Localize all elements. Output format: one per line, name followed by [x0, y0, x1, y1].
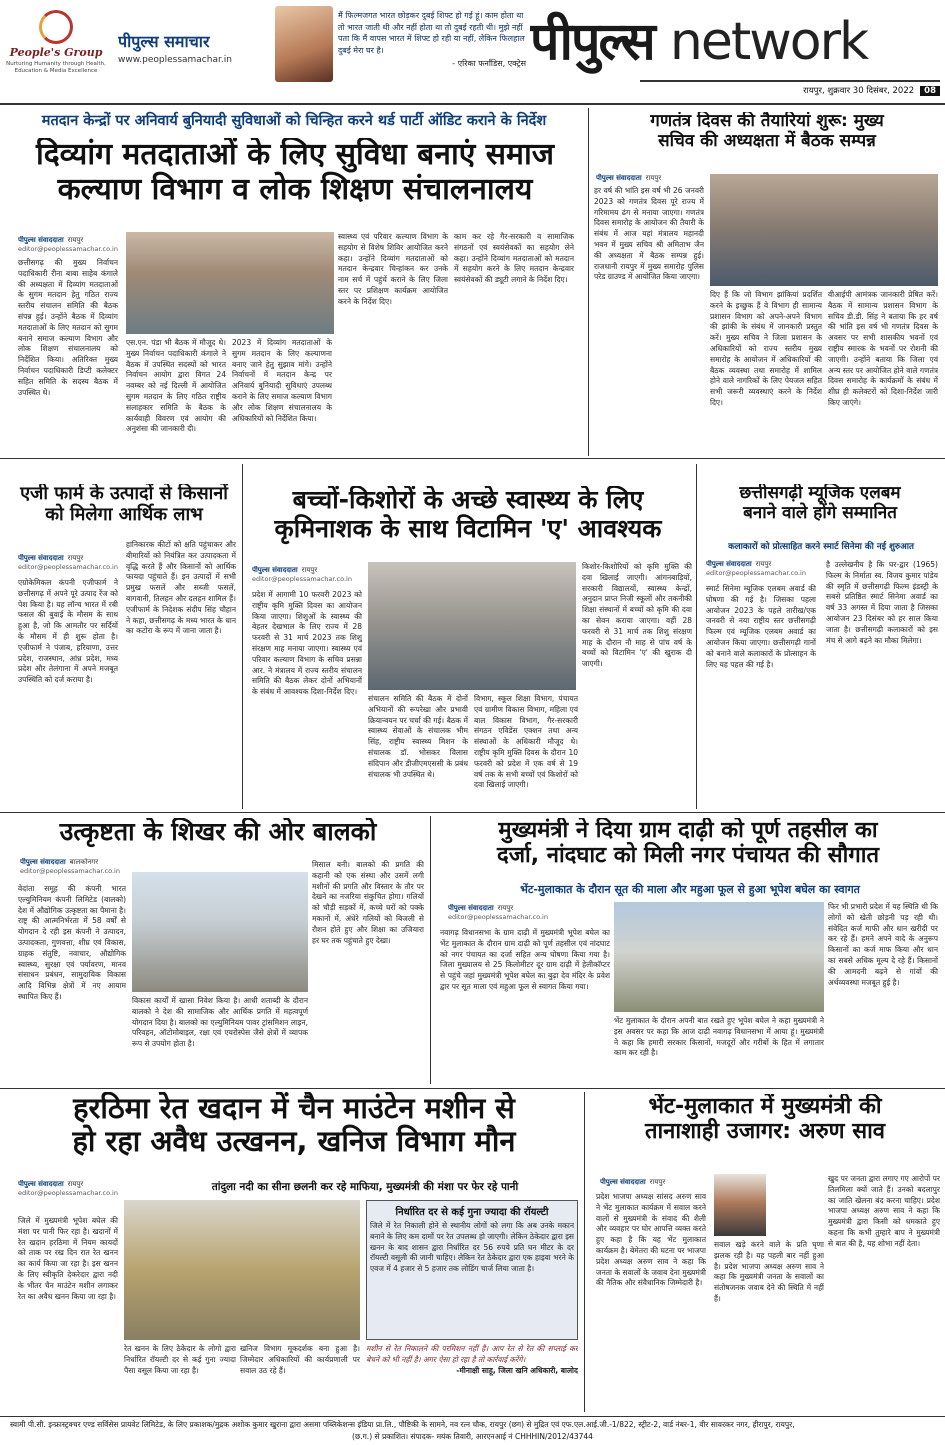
- story8-photo: [124, 1200, 360, 1340]
- story9-column-3: खुद पर जनता द्वारा लगाए गए आरोपों पर तिलमिला क्यों जाते हैं। उनको बदलापुर का जाति खेलना बंद करना चाहिए। प्रदेश भाजपा अध्यक्ष अरुण साव ने कहा कि मुख्यमंत्री द्वारा किसी को धमकाते हुए कहना कि कभी तुम्हारे बाप ने मुख्यमंत्री से बात की है, यह शोभा नहीं देता।: [828, 1174, 940, 1248]
- quote-attribution: - एरिका फर्नांडिस, एक्ट्रेस: [452, 59, 526, 68]
- story7-subhead: भेंट-मुलाकात के दौरान सूत की माला और महुआ फूल से हुआ भूपेश बघेल का स्वागत: [520, 883, 860, 896]
- story8-byline-block: [18, 1180, 148, 1202]
- brand-title: [530, 10, 940, 74]
- story8-subhead: तांदुला नदी का सीना छलनी कर रहे माफिया, मुख्यमंत्री की मंशा पर फेर रहे पानी: [211, 1181, 519, 1193]
- section-rule: [0, 458, 945, 459]
- story4-headline: [248, 486, 688, 556]
- story4-place: रायपुर: [301, 566, 318, 574]
- story8-inset-head: निर्धारित दर से कई गुना ज्यादा की रॉयल्टी: [395, 1207, 549, 1218]
- story5-byline: पीपुल्स संवाददाता: [706, 560, 752, 568]
- story4-byline: पीपुल्स संवाददाता: [252, 566, 298, 574]
- imprint-line-1: स्वामी पी.सी. इन्फ्रास्ट्रक्चर एण्ड सर्विसेस प्रायवेट लिमिटेड, के लिए प्रकाशक/मुद्रक अशोक कुमार खुराना द्वारा असमा पब्लिकेशन्स इंडिया प्रा.लि., पौष्टिकी के सामने, नव रत्न चौक, रायपुर (छग) से मुद्रित एवं एफ.एल.आई.जी.-1/822, स्ट्रीट-2, वार्ड नंबर-1, वीर सावरकर नगर, हीरापुर, रायपुर,: [10, 1420, 795, 1429]
- story8-quote-attribution: -मीनाक्षी साहू, जिला खनि अधिकारी, बालोद: [456, 1365, 578, 1375]
- story2-column-2: दिए हैं कि जो विभाग झांकियां प्रदर्शित करने के इच्छुक हैं वे विभाग ही सामान्य प्रशासन विभाग को अपने-अपने विभाग की झांकी के संबंध में जानकारी प्रस्तुत करें। मुख्य सचिव ने जिला प्रशासन के अधिकारियों को राज्य स्तरीय मुख्य समारोह के आयोजन में अधिकारियों की बैठक व्यवस्था तथा समारोह में शामिल होने वाले नागरिकों के लिए पेयजल सहित सभी जरूरी व्यवस्थाएं करने के निर्देश दिए।: [710, 290, 822, 407]
- story4-column-3: विभाग, स्कूल शिक्षा विभाग, पंचायत एवं ग्रामीण विकास विभाग, महिला एवं बाल विकास विभाग, गैर-सरकारी संगठन एविडेंस एक्शन तथा अन्य संस्थाओं के अधिकारी मौजूद थे। राष्ट्रीय कृमि मुक्ति दिवस के दौरान 10 फरवरी को प्रदेश में एक वर्ष से 19 वर्ष तक के सभी बच्चों एवं किशोरों को दवा खिलाई जाएगी।: [474, 694, 578, 790]
- dateline: [640, 80, 940, 96]
- story1-email[interactable]: editor@peoplessamachar.co.in: [18, 245, 118, 253]
- celebrity-photo: [275, 6, 333, 82]
- story5-email[interactable]: editor@peoplessamachar.co.in: [706, 569, 806, 577]
- page-number: 08: [920, 86, 940, 96]
- story6-column-3: मिसाल बनी। बालको की प्रगति की कहानी को एक संस्था और उसमें लगी मशीनों की प्रगति और विस्तार के तौर पर देखने का नजरिया संकुचित होगा। गलियों को चौड़ी सड़कों में, कच्चे घरों को पक्के मकानों में, अंधेरे गलियों को बिजली से रौशन होते हुए और शिक्षा का उजियारा हर घर तक पहुंचाते हुए देखा।: [312, 860, 424, 945]
- story6-column-2: विकास कार्यों में खासा निवेश किया है। आधी शताब्दी के दौरान बालको ने देश की सामाजिक और आर्थिक प्रगति में महत्वपूर्ण योगदान दिया है। बालको का एल्युमिनियम पावर ट्रांसमिशन लाइन, परिवहन, ऑटोमोबाइल, रक्षा एवं एयरोस्पेस जैसे क्षेत्रों में व्यापक रूप से उपयोग होता है।: [132, 996, 308, 1049]
- masthead-rule: [0, 103, 945, 105]
- story5-headline-line2: बनाने वाले होंगे सम्मानित: [743, 502, 897, 523]
- story1-column-3: 2023 में दिव्यांग मतदाताओं के सुगम मतदान के लिए कल्याणना बनाए जाने हेतु सुझाव मांगे। उन्होंने निर्वाचनों में मतदान केन्द्र पर अनिवार्य बुनियादी सुविधाएं उपलब्ध कराने के लिए समाज कल्याण विभाग और लोक शिक्षण संचालनालय के अधिकारियों को निर्देशित किया।: [232, 338, 332, 423]
- story1-byline: पीपुल्स संवाददाता: [18, 236, 64, 244]
- story4-column-2: किशोर-किशोरियों को कृमि मुक्ति की दवा खिलाई जाएगी। आंगनबाड़ियों, सरकारी विद्यालयों, स्वास्थ्य केन्द्रों, अनुदान प्राप्त निजी स्कूलों और तकनीकी शिक्षा संस्थानों में बच्चों को कृमि की दवा का सेवन कराया जाएगा। वहीं 28 फरवरी से 31 मार्च तक शिशु संरक्षण माह के दौरान नौ माह से पांच वर्ष के बच्चों को विटामिन 'ए' की खुराक दी जाएगी।: [582, 562, 692, 669]
- story8-column-4: खनिज विभाग मूकदर्शक बना हुआ है। जिम्मेदार अधिकारियों की कार्यप्रणाली पर सवाल उठ रहे हैं।: [240, 1344, 360, 1375]
- story1-kicker: मतदान केन्द्रों पर अनिवार्य बुनियादी सुविधाओं को चिन्हित करने थर्ड पार्टी ऑडिट कराने के निर्देश: [41, 113, 547, 129]
- story1-column-1: छत्तीसगढ़ की मुख्य निर्वाचन पदाधिकारी रीना बाबा साहेब कंगाले की अध्यक्षता में दिव्यांग मतदाताओं के सुगम मतदान हेतु गठित राज्य स्तरीय संचालन समिति की बैठक संपन्न हुई। उन्होंने बैठक में दिव्यांग मतदाताओं के लिए मतदान को सुगम बनाने समाज कल्याण विभाग और लोक शिक्षण संचालनालय को निर्देशित किया। अतिरिक्त मुख्य निर्वाचन पदाधिकारी डिप्टी कलेक्टर सहित समिति के सदस्य बैठक में उपस्थित थे।: [18, 258, 118, 397]
- quote-text: मैं फिल्मजगत भारत छोड़कर दुबई शिफ्ट हो गई हूं। काम होता था तो भारत जाती थी और नहीं होता था तो दुबई रहती थी। मुझे नहीं पता कि मैं वापस भारत में शिफ्ट हो रही या नहीं, लेकिन फिलहाल दुबई मेरा घर है।: [338, 11, 525, 55]
- story1-headline-line2: कल्याण विभाग व लोक शिक्षण संचालनालय: [57, 171, 533, 207]
- column-rule: [242, 464, 243, 809]
- story5-headline-line1: छत्तीसगढ़ी म्यूजिक एलबम: [739, 484, 901, 503]
- column-rule: [696, 464, 697, 809]
- story5-place: रायपुर: [755, 560, 772, 568]
- story6-headline: उत्कृष्टता के शिखर की ओर बालको: [59, 818, 377, 846]
- story7-column-2: भेंट मुलाकात के दौरान अपनी बात रखते हुए भूपेश बघेल ने कहा मुख्यमंत्री ने इस अवसर पर कहा कि आज दाढ़ी नवागढ़ विधानसभा में आया हूं। मुख्यमंत्री ने कहा कि हमारी सरकार किसानों, मजदूरों और गरीबों के हित में लगातार काम कर रही है।: [614, 1016, 824, 1058]
- story2-column-1: हर वर्ष की भांति इस वर्ष भी 26 जनवरी 2023 को गणतंत्र दिवस पूरे राज्य में गरिमामय ढंग से मनाया जाएगा। गणतंत्र दिवस समारोह के आयोजन की तैयारी के संबंध में आज यहां मंत्रालय महानदी भवन में मुख्य सचिव श्री अमिताभ जैन की अध्यक्षता में बैठक सम्पन्न हुई। राजधानी रायपुर में मुख्य समारोह पुलिस परेड ग्राउण्ड में आयोजित किया जाएगा।: [594, 186, 704, 282]
- story3-column-1: एग्रोकेमिकल कंपनी एजीफार्म ने छत्तीसगढ़ में अपने पूरे उत्पाद रेंज को पेश किया है। यह लॉन्च भारत में रबी फसल की बुवाई के मौसम के साथ हुआ है, जो कि आमतौर पर सर्दियों के मौसम में ही शुरू होता है। एजीफार्म ने पंजाब, हरियाणा, उत्तर प्रदेश, राजस्थान, आंध्र प्रदेश, मध्य प्रदेश और तेलंगाना में अपने मजबूत उपस्थिति को दर्ज कराया है।: [18, 578, 118, 685]
- group-logo: [6, 8, 106, 96]
- group-logo-icon: [39, 10, 73, 44]
- story5-subhead: कलाकारों को प्रोत्साहित करने स्मार्ट सिनेमा की नई शुरुआत: [728, 542, 914, 552]
- story8-headline: [14, 1092, 574, 1176]
- celebrity-quote: [338, 10, 526, 92]
- group-tagline: Nurturing Humanity through Health, Education & Media Excellence: [6, 61, 106, 74]
- story8-quote-box: [366, 1344, 578, 1412]
- story5-headline: [700, 484, 940, 534]
- story1-place: रायपुर: [67, 236, 84, 244]
- arun-sao-photo: [714, 1174, 766, 1236]
- story8-place: रायपुर: [67, 1180, 84, 1188]
- story8-quote: मशीन से रेत निकालने की परमिशन नहीं है। आप रेत से रेत की सप्लाई कर बेचने को भी नहीं है। अगर ऐसा हो रहा है तो कार्रवाई करेंगे।: [366, 1344, 578, 1364]
- story5-column-1: स्मार्ट सिनेमा म्यूजिक एलबम अवार्ड की घोषणा की गई है। जिसका पहला आयोजन 2023 के पहले तारीख/एक जनवरी से नया राष्ट्रीय स्तर छत्तीसगढ़ी फिल्म एवं म्यूजिक एलबम अवार्ड का आयोजन किया जाएगा। छत्तीसगढ़ी गानों को बनाने वाले कलाकारों के प्रोत्साहन के लिए यह पहल की गई है।: [706, 584, 816, 669]
- story9-place: रायपुर: [649, 1177, 666, 1186]
- story2-column-3: वीआईपी आमंत्रक जानकारी प्रेषित करें। बैठक में सामान्य प्रशासन विभाग के सचिव डी.डी. सिंह ने बताया कि हर वर्ष की भांति इस वर्ष भी गणतंत्र दिवस के अवसर पर सभी शासकीय भवनों एवं राष्ट्रीय स्मारक के भवनों पर रोशनी की जाएगी। उन्होंने बताया कि जिला एवं अन्य स्तर पर आयोजित होने वाले गणतंत्र दिवस समारोह के कार्यक्रमों के संबंध में शीघ्र ही कलेक्टरों को दिशा-निर्देश जारी किए जाएंगे।: [828, 290, 938, 407]
- story6-byline: पीपुल्स संवाददाता: [20, 858, 66, 866]
- story2-headline-line1: गणतंत्र दिवस की तैयारियां शुरू: मुख्य: [650, 112, 884, 131]
- story5-byline-block: [706, 560, 826, 582]
- story9-headline-line2: तानाशाही उजागर: अरुण साव: [644, 1119, 886, 1145]
- paper-label: पीपुल्स समाचार: [118, 32, 210, 51]
- story7-headline-line1: मुख्यमंत्री ने दिया ग्राम दाढ़ी को पूर्ण तहसील का: [498, 818, 878, 843]
- story7-headline: [436, 818, 940, 884]
- story1-column-2: एस.एन. पंडा भी बैठक में मौजूद थे। मुख्य निर्वाचन पदाधिकारी कंगाले ने बैठक में उपस्थित सदस्यों को भारत निर्वाचन आयोग द्वारा विगत 24 नवम्बर को नई दिल्ली में आयोजित सुगम मतदान के लिए गठित राष्ट्रीय सलाहकार समिति के बैठक के कार्यवाही विवरण एवं आयोग की अनुशंसा की जानकारी दी।: [126, 338, 226, 434]
- story2-headline: [594, 112, 940, 166]
- story3-column-2: हानिकारक कीटों को क्षति पहुंचाकर और बीमारियों को नियंत्रित कर उत्पादकता में वृद्धि करते हैं और किसानों को आर्थिक फायदा पहुंचाते हैं। इन उत्पादों में सभी प्रमुख फसलें और सब्जी फसलें, बागवानी, तिलहन और दलहन शामिल हैं। एजीफार्म के निदेशक संदीप सिंह चौहान ने कहा, छत्तीसगढ़ के मध्य भारत के धान का कटोरा के रूप में जाना जाता है।: [126, 540, 236, 636]
- imprint-footer: [0, 1416, 945, 1445]
- date-text: रायपुर, शुक्रवार 30 दिसंबर, 2022: [803, 86, 915, 96]
- story3-headline: [6, 484, 242, 542]
- story7-byline: पीपुल्स संवाददाता: [448, 904, 494, 912]
- imprint-line-2: (छ.ग.) से प्रकाशित। संपादक- मयंक तिवारी, आरएनआई नं CHHHIN/2012/43744: [352, 1432, 593, 1441]
- story1-headline-line1: दिव्यांग मतदाताओं के लिए सुविधा बनाएं समाज: [35, 138, 555, 172]
- story5-column-2: है उल्लेखनीय है कि घर-द्वार (1965) फिल्म के निर्माता स्व. विजय कुमार पांडेय की स्मृति में छत्तीसगढ़ी फिल्म इंडस्ट्री के सबसे प्रतिष्ठित स्मार्ट सिनेमा अवार्ड का वर्ष 33 अगस्त में दिया जाता है जिसका आयोजन 23 दिसंबर को हर साल किया जाता है। छत्तीसगढ़ी कलाकारों को इस मंच से आगे बढ़ने का मौका मिलेगा।: [826, 560, 938, 645]
- story8-column-2: जिले में रेत निकाली होने से स्थानीय लोगों को लगा कि अब उनके मकान बनाने के लिए कम दामों पर रेत उपलब्ध हो जाएगी। लेकिन ठेकेदार द्वारा इस खनन के बाद शासन द्वारा निर्धारित दर 56 रुपये प्रति घन मीटर के दर रॉयल्टी वसूली की जानी चाहिए। लेकिन रेत ठेकेदार द्वारा एक हाइवा भरने के एवज में 4 हजार से 5 हजार तक लोडिंग चार्ज लिया जाता है।: [370, 1221, 574, 1274]
- column-rule: [584, 1092, 585, 1412]
- story7-byline-block: [448, 904, 608, 926]
- story4-email[interactable]: editor@peoplessamachar.co.in: [252, 575, 352, 583]
- story7-email[interactable]: editor@peoplessamachar.co.in: [448, 913, 548, 921]
- paper-label-block: [118, 30, 268, 66]
- story7-headline-line2: दर्जा, नांदघाट को मिली नगर पंचायत की सौगात: [497, 843, 879, 869]
- story7-place: रायपुर: [497, 904, 514, 912]
- story4-photo: [368, 562, 576, 690]
- story9-byline-block: [600, 1176, 710, 1188]
- story8-byline: पीपुल्स संवाददाता: [18, 1180, 64, 1188]
- story9-column-2: सवाल खड़े करने वाले के प्रति घृणा झलक रही है। यह पहली बार नहीं हुआ है। प्रदेश भाजपा अध्यक्ष अरुण साव ने कहा कि मुख्यमंत्री जनता के सवालों का संतोषजनक जवाब देने की स्थिति में नहीं हैं।: [714, 1240, 824, 1303]
- story1-headline: [6, 138, 584, 222]
- paper-url[interactable]: www.peoplessamachar.in: [118, 55, 232, 65]
- story3-headline-line1: एजी फार्म के उत्पादों से किसानों: [20, 484, 228, 504]
- section-rule: [0, 812, 945, 813]
- story6-place: बालकोनगर: [69, 858, 99, 866]
- brand-english: network: [669, 12, 868, 72]
- story9-column-1: प्रदेश भाजपा अध्यक्ष सांसद अरुण साव ने भेंट मुलाकात कार्यक्रम में सवाल करने वालों से मुख्यमंत्री के संवाद की शैली और व्यवहार पर घोर आपत्ति व्यक्त करते हुए कहा है कि यह भेंट मुलाकात कार्यक्रम है। बेमेतरा की घटना पर भाजपा प्रदेश अध्यक्ष अरुण साव ने कहा कि जनता के सवालों के जवाब देना मुख्यमंत्री की नैतिक और संवैधानिक जिम्मेदारी है।: [596, 1192, 706, 1288]
- story1-photo: [126, 232, 334, 334]
- section-rule: [0, 1088, 945, 1089]
- story2-headline-line2: सचिव की अध्यक्षता में बैठक सम्पन्न: [658, 130, 876, 151]
- story3-byline: पीपुल्स संवाददाता: [18, 554, 64, 562]
- story8-inset-box: [366, 1200, 578, 1340]
- brand-hindi: पीपुल्स: [530, 12, 654, 72]
- story8-email[interactable]: editor@peoplessamachar.co.in: [18, 1189, 118, 1197]
- story2-byline: पीपुल्स संवाददाता: [596, 173, 642, 182]
- story8-headline-line1: हरठिमा रेत खदान में चैन माउंटेन मशीन से: [73, 1092, 515, 1125]
- story3-email[interactable]: editor@peoplessamachar.co.in: [18, 563, 118, 571]
- story7-column-1: नवागढ़ विधानसभा के ग्राम दाढ़ी में मुख्यमंत्री भूपेश बघेल का भेंट मुलाकात के दौरान ग्राम दाढ़ी को पूर्ण तहसील एवं नांदघाट को नगर पंचायत का दर्जा सहित अन्य घोषणा किया गया है। जिला मुख्यालय से 25 किलोमीटर दूर ग्राम दाढ़ी में हेलीकॉप्टर से पहुंचे जहां मुख्यमंत्री भूपेश बघेल का बुढ़ा देव मंदिर के प्रवेश द्वार पर सूत माला एवं महुआ फूल से स्वागत किया गया।: [440, 928, 610, 991]
- story6-photo: [132, 872, 308, 992]
- story9-headline-line1: भेंट-मुलाकात में मुख्यमंत्री की: [648, 1094, 882, 1119]
- story4-headline-line2: कृमिनाशक के साथ विटामिन 'ए' आवश्यक: [274, 513, 662, 543]
- column-rule: [588, 108, 589, 456]
- story3-place: रायपुर: [67, 554, 84, 562]
- group-name: People's Group: [9, 46, 103, 59]
- story2-place: रायपुर: [645, 173, 662, 182]
- story7-photo: [614, 902, 824, 1012]
- story3-headline-line2: को मिलेगा आर्थिक लाभ: [45, 503, 203, 525]
- story1-column-4: स्वास्थ्य एवं परिवार कल्याण विभाग के सहयोग से विशेष शिविर आयोजित करने कहा। उन्होंने दिव्यांग मतदाताओं को मतदान केन्द्रवार चिन्हांकन कर उनके नाम सर्च में पहुंचें कराने के लिए जिला स्तर पर प्रशिक्षण कार्यक्रम आयोजित करने के निर्देश दिए।: [338, 232, 448, 306]
- column-rule: [430, 816, 431, 1084]
- story4-headline-line1: बच्चों-किशोरों के अच्छे स्वास्थ्य के लिए: [292, 486, 644, 514]
- story9-headline: [590, 1094, 940, 1168]
- story8-column-1: जिले में मुख्यमंत्री भूपेश बघेल की मंशा पर पानी फिर रहा है। खदानों में रेत खदान हरठिमा में नियम कायदों को ताक पर रख दिन रात रेत खनन का कार्य किया जा रहा है। इस खनन के लिए स्वीकृति देकरेदार द्वारा नदी के भीतर चैन माउंटेन मशीन लगाकर रेत का अवैध खनन किया जा रहा है।: [18, 1216, 118, 1301]
- story1-column-5: काम कर रहे गैर-सरकारी व सामाजिक संगठनों एवं स्वयंसेवकों का सहयोग लेने कहा। उन्होंने दिव्यांग मतदाताओं को मतदान में सहयोग करने के लिए मतदान केन्द्रवार स्वयंसेवकों की ड्यूटी लगाने के निर्देश दिए।: [454, 232, 574, 285]
- story8-headline-line2: हो रहा अवैध उत्खनन, खनिज विभाग मौन: [72, 1124, 516, 1159]
- story2-photo: [710, 174, 938, 286]
- story6-column-1: वेदांता समूह की कंपनी भारत एल्युमिनियम कंपनी लिमिटेड (बालको) देश में औद्योगिक उत्कृष्टता का पैमाना है। राष्ट्र की आत्मनिर्भरता में 58 वर्षों से योगदान दे रही इस कंपनी ने उत्पादन, उत्पादकता, गुणवत्ता, शीघ्र एवं विकास, ग्राहक संतुष्टि, नवाचार, औद्योगिक स्वास्थ्य, सुरक्षा एवं पर्यावरण, मानव संसाधन प्रबंधन, सामुदायिक विकास आदि विभिन्न क्षेत्रों में नए आयाम स्थापित किए हैं।: [18, 884, 126, 1001]
- story6-email[interactable]: editor@peoplessamachar.co.in: [20, 867, 120, 875]
- story4-column-1: प्रदेश में आगामी 10 फरवरी 2023 को राष्ट्रीय कृमि मुक्ति दिवस का आयोजन किया जाएगा। शिशुओं के स्वास्थ्य की बेहतर देखभाल के लिए राज्य में 28 फरवरी से 31 मार्च 2023 तक शिशु संरक्षण माह मनाया जाएगा। स्वास्थ्य एवं परिवार कल्याण विभाग के सचिव प्रसन्ना आर. ने मंत्रालय में राज्य स्तरीय संचालन समिति की बैठक लेकर दोनों अभियानों के संबंध में आवश्यक दिशा-निर्देश दिए।: [252, 590, 362, 697]
- story4-caption-column: संचालन समिति की बैठक में दोनों अभियानों की रूपरेखा और प्रभावी क्रियान्वयन पर चर्चा की गई। बैठक में स्वास्थ्य सेवाओं के संचालक भीम सिंह, राष्ट्रीय स्वास्थ्य मिशन के संचालक डॉ. भोसकर विलास संदिपान और डीजीएमएससी के प्रबंध संचालक भी उपस्थित थे।: [368, 694, 468, 779]
- story7-column-3: फिर भी प्रभारी प्रदेश में यह स्थिति थी कि लोगों को खेती छोड़नी पड़ रही थी। संवेदित कर्ज माफी और धान खरीदी पर कर रहे हैं। हमने अपने वादे के अनुरूप किसानों का कर्ज माफ किया और धान का सबसे अधिक मूल्य दे रहे हैं। किसानों की आमदनी बढ़ने से गांवों की अर्थव्यवस्था मजबूत हुई है।: [828, 902, 938, 987]
- story9-byline: पीपुल्स संवाददाता: [600, 1177, 646, 1186]
- story8-column-3: रेत खनन के लिए ठेकेदार के लोगो द्वारा निर्धारित रॉयल्टी दर से कई गुना ज्यादा पैसा वसूल किया जा रहा है।: [124, 1344, 236, 1375]
